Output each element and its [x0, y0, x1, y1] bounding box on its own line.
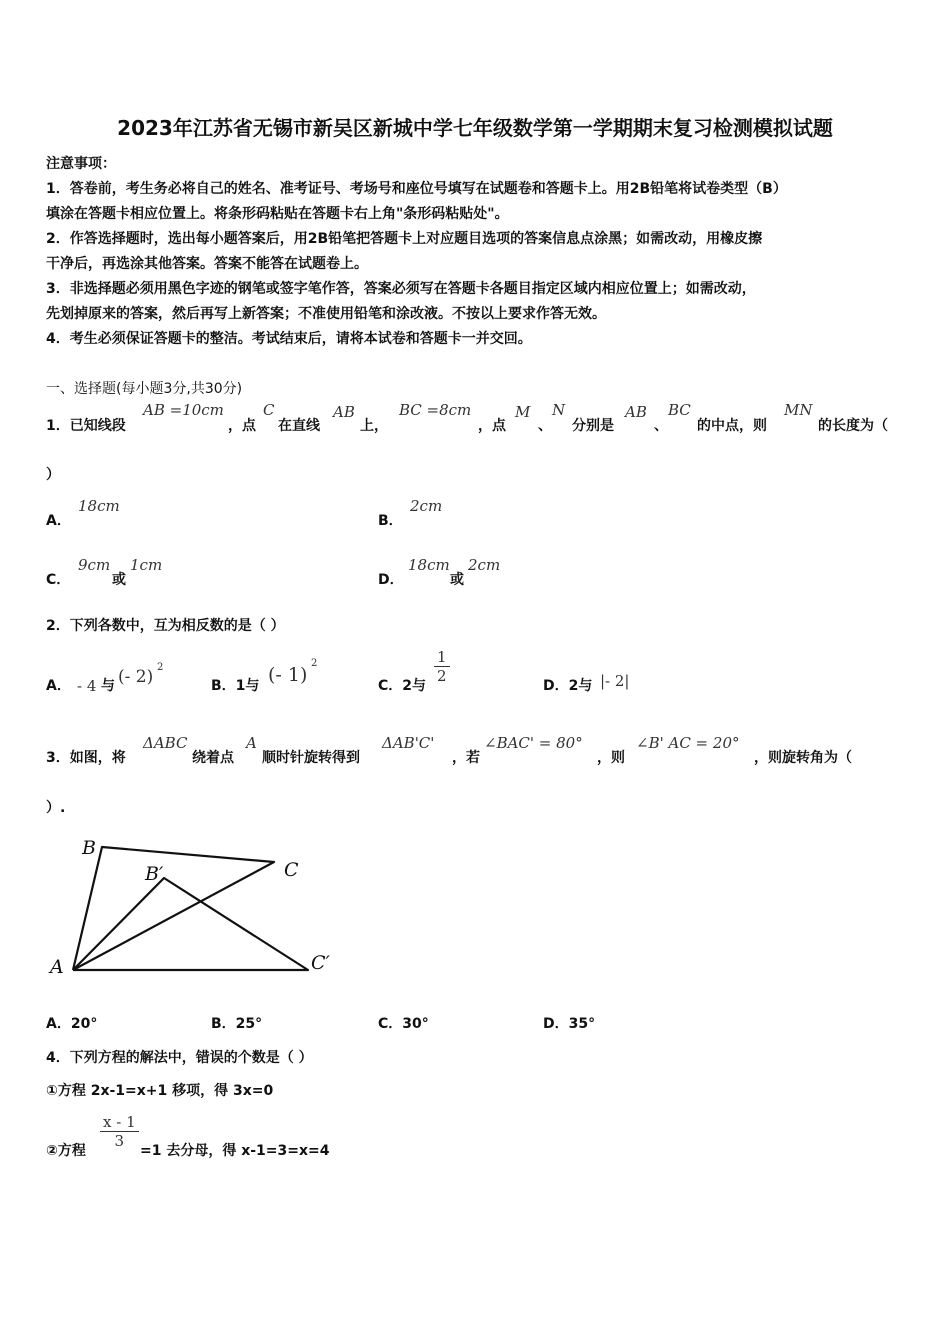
q3-text: ，则	[597, 750, 625, 766]
q3-math: ΔABC	[143, 734, 188, 752]
q4-text: 4．下列方程的解法中，错误的个数是（ ）	[46, 1050, 313, 1066]
q3-text: 顺时针旋转得到	[262, 750, 360, 766]
q1-math: N	[552, 401, 566, 419]
q3-option-a: A．20°	[46, 1016, 98, 1032]
q1-text: 上，	[360, 418, 388, 434]
q1-option-a-value: 18cm	[78, 497, 120, 515]
notice-line: 填涂在答题卡相应位置上。将条形码粘贴在答题卡右上角"条形码粘贴处"。	[46, 206, 509, 222]
q2-option-a-exponent: 2	[157, 662, 164, 673]
q3-text: ，若	[452, 750, 480, 766]
q3-math: ∠BAC' = 80°	[484, 734, 583, 752]
q1-math: BC =8cm	[399, 401, 472, 419]
triangle-ab-prime-c-prime	[73, 878, 308, 970]
q1-math: C	[263, 401, 275, 419]
q1-option-d-value: 18cm	[408, 556, 450, 574]
notice-heading: 注意事项：	[46, 156, 116, 172]
q2-text: 2．下列各数中，互为相反数的是（ ）	[46, 618, 285, 634]
q2-option-c: C．2与	[378, 678, 427, 694]
label-b-prime: B′	[145, 863, 164, 885]
q2-option-b-exponent: 2	[311, 658, 318, 669]
notice-line: 4．考生必须保证答题卡的整洁。考试结束后，请将本试卷和答题卡一并交回。	[46, 331, 532, 347]
q1-math: AB =10cm	[143, 401, 224, 419]
q1-text: ，点	[228, 418, 256, 434]
fraction-numerator: x - 1	[100, 1113, 139, 1132]
fraction-numerator: 1	[434, 648, 450, 667]
q3-text: ，则旋转角为（	[754, 750, 852, 766]
q1-option-c: C．	[46, 572, 71, 588]
q1-text: 的长度为（	[818, 418, 888, 434]
q1-math: MN	[784, 401, 813, 419]
q3-math: ∠B' AC = 20°	[636, 734, 740, 752]
q2-option-d: D．2与	[543, 678, 593, 694]
q2-option-c-fraction	[434, 648, 450, 685]
q2-option-a-math: - 4	[77, 677, 97, 695]
q3-text: 绕着点	[192, 750, 234, 766]
q1-math: BC	[668, 401, 691, 419]
q1-text: ）	[46, 467, 60, 483]
q1-text: 的中点，则	[697, 418, 767, 434]
q1-text: 、	[654, 418, 668, 434]
q3-text: 3．如图，将	[46, 750, 126, 766]
q1-math: M	[515, 403, 531, 421]
q3-option-b: B．25°	[211, 1016, 263, 1032]
q1-option-d-or: 或	[450, 572, 464, 588]
page-title: 2023年江苏省无锡市新吴区新城中学七年级数学第一学期期末复习检测模拟试题	[117, 116, 833, 140]
q1-option-b-value: 2cm	[410, 497, 443, 515]
label-a: A	[50, 956, 64, 978]
label-b: B	[82, 837, 96, 859]
q2-option-a-math: (- 2)	[118, 667, 154, 687]
q2-option-a: A．	[46, 678, 71, 694]
q4-item-2: ②方程	[46, 1143, 86, 1159]
q2-option-d-math: |- 2|	[600, 672, 630, 690]
q1-option-b: B．	[378, 513, 403, 529]
q1-text: 在直线	[278, 418, 320, 434]
q3-option-c: C．30°	[378, 1016, 429, 1032]
q1-text: 、	[538, 418, 552, 434]
q1-math: AB	[625, 403, 647, 421]
q4-item-2-fraction	[100, 1113, 139, 1150]
q2-option-b-math: (- 1)	[268, 664, 308, 686]
q4-item-1: ①方程 2x-1=x+1 移项，得 3x=0	[46, 1083, 274, 1099]
section-heading: 一、选择题(每小题3分,共30分)	[46, 381, 243, 397]
fraction-denominator: 2	[437, 667, 447, 685]
q1-option-d: D．	[378, 572, 404, 588]
notice-line: 3．非选择题必须用黑色字迹的钢笔或签字笔作答，答案必须写在答题卡各题目指定区域内相应位置上；如需改动，	[46, 281, 756, 297]
label-c: C	[284, 859, 299, 881]
notice-line: 先划掉原来的答案，然后再写上新答案；不准使用铅笔和涂改液。不按以上要求作答无效。	[46, 306, 606, 322]
notice-line: 1．答卷前，考生务必将自己的姓名、准考证号、考场号和座位号填写在试题卷和答题卡上。用2B铅笔将试卷类型（B）	[46, 181, 787, 197]
q1-text: 1．已知线段	[46, 418, 126, 434]
q1-math: AB	[333, 403, 355, 421]
label-c-prime: C′	[311, 952, 330, 974]
q3-math: ΔAB'C'	[382, 734, 435, 752]
q4-item-2: =1 去分母，得 x-1=3=x=4	[140, 1143, 330, 1159]
q1-option-c-or: 或	[112, 572, 126, 588]
triangle-abc	[73, 847, 274, 970]
q1-option-d-value: 2cm	[468, 556, 501, 574]
q1-text: ，点	[478, 418, 506, 434]
q3-text: ）.	[46, 800, 66, 816]
q1-option-c-value: 1cm	[130, 556, 163, 574]
q2-option-b: B．1与	[211, 678, 260, 694]
q3-math: A	[246, 734, 257, 752]
rotation-figure	[40, 830, 350, 980]
q1-option-c-value: 9cm	[78, 556, 111, 574]
notice-line: 干净后，再选涂其他答案。答案不能答在试题卷上。	[46, 256, 368, 272]
q3-option-d: D．35°	[543, 1016, 596, 1032]
notice-line: 2．作答选择题时，选出每小题答案后，用2B铅笔把答题卡上对应题目选项的答案信息点涂黑；如需改动，用橡皮擦	[46, 231, 763, 247]
fraction-denominator: 3	[114, 1132, 125, 1150]
q2-option-a-with: 与	[101, 678, 115, 694]
q1-option-a: A．	[46, 513, 71, 529]
q1-text: 分别是	[572, 418, 614, 434]
